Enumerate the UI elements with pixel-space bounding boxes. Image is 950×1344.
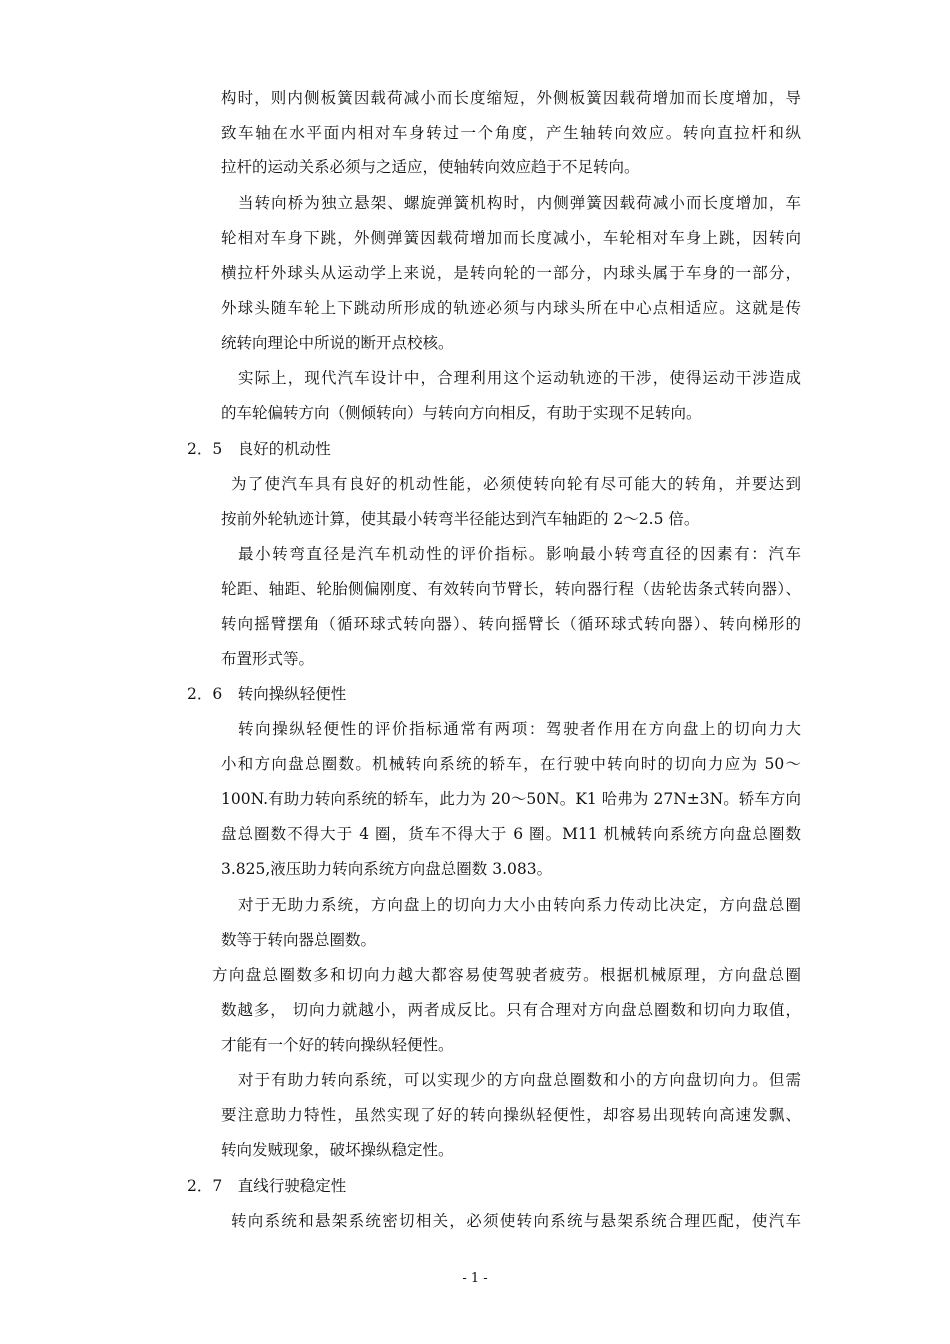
paragraph-line: 数越多， 切向力就越小，两者成反比。只有合理对方向盘总圈数和切向力取值， [221, 1001, 801, 1019]
paragraph-line: 要注意助力特性，虽然实现了好的转向操纵轻便性，却容易出现转向高速发飘、 [221, 1106, 801, 1124]
paragraph-line: 构时，则内侧板簧因载荷减小而长度缩短，外侧板簧因载荷增加而长度增加，导 [221, 89, 801, 107]
paragraph-line: 转向操纵轻便性的评价指标通常有两项：驾驶者作用在方向盘上的切向力大 [238, 720, 801, 738]
paragraph-line: 小和方向盘总圈数。机械转向系统的轿车，在行驶中转向时的切向力应为 50～ [221, 755, 801, 773]
paragraph-line: 盘总圈数不得大于 4 圈，货车不得大于 6 圈。M11 机械转向系统方向盘总圈数 [221, 825, 801, 843]
paragraph-line: 最小转弯直径是汽车机动性的评价指标。影响最小转弯直径的因素有：汽车 [238, 545, 801, 563]
paragraph-line: 转向系统和悬架系统密切相关，必须使转向系统与悬架系统合理匹配，使汽车 [231, 1212, 801, 1230]
paragraph-line: 为了使汽车具有良好的机动性能，必须使转向轮有尽可能大的转角，并要达到 [231, 475, 801, 493]
section-heading: 2．5 良好的机动性 [187, 440, 331, 458]
paragraph-line: 实际上，现代汽车设计中，合理利用这个运动轨迹的干涉，使得运动干涉造成 [238, 369, 801, 387]
paragraph-line: 对于无助力系统，方向盘上的切向力大小由转向系力传动比决定，方向盘总圈 [238, 896, 801, 914]
paragraph-line: 的车轮偏转方向（侧倾转向）与转向方向相反，有助于实现不足转向。 [221, 404, 702, 422]
paragraph-line: 才能有一个好的转向操纵轻便性。 [221, 1036, 454, 1054]
paragraph-line: 拉杆的运动关系必须与之适应，使轴转向效应趋于不足转向。 [221, 158, 640, 176]
section-heading: 2．6 转向操纵轻便性 [187, 685, 347, 703]
paragraph-line: 方向盘总圈数多和切向力越大都容易使驾驶者疲劳。根据机械原理，方向盘总圈 [212, 966, 801, 984]
paragraph-line: 100N.有助力转向系统的轿车，此力为 20～50N。K1 哈弗为 27N±3N。轿车方向 [221, 790, 801, 808]
paragraph-line: 数等于转向器总圈数。 [221, 931, 377, 949]
paragraph-line: 致车轴在水平面内相对车身转过一个角度，产生轴转向效应。转向直拉杆和纵 [221, 124, 801, 142]
section-heading: 2．7 直线行驶稳定性 [187, 1177, 347, 1195]
paragraph-line: 当转向桥为独立悬架、螺旋弹簧机构时，内侧弹簧因载荷减小而长度增加，车 [238, 194, 801, 212]
page-number: - 1 - [462, 1271, 488, 1286]
paragraph-line: 外球头随车轮上下跳动所形成的轨迹必须与内球头所在中心点相适应。这就是传 [221, 299, 801, 317]
paragraph-line: 轮相对车身下跳，外侧弹簧因载荷增加而长度减小，车轮相对车身上跳，因转向 [221, 229, 801, 247]
paragraph-line: 转向摇臂摆角（循环球式转向器）、转向摇臂长（循环球式转向器）、转向梯形的 [221, 615, 801, 633]
paragraph-line: 3.825,液压助力转向系统方向盘总圈数 3.083。 [221, 860, 553, 878]
paragraph-line: 转向发贼现象，破坏操纵稳定性。 [221, 1141, 454, 1159]
paragraph-line: 对于有助力转向系统，可以实现少的方向盘总圈数和小的方向盘切向力。但需 [238, 1071, 801, 1089]
paragraph-line: 横拉杆外球头从运动学上来说，是转向轮的一部分，内球头属于车身的一部分， [221, 264, 801, 282]
paragraph-line: 统转向理论中所说的断开点校核。 [221, 334, 454, 352]
paragraph-line: 按前外轮轨迹计算，使其最小转弯半径能达到汽车轴距的 2～2.5 倍。 [221, 510, 700, 528]
paragraph-line: 轮距、轴距、轮胎侧偏刚度、有效转向节臂长，转向器行程（齿轮齿条式转向器）、 [221, 580, 801, 598]
paragraph-line: 布置形式等。 [221, 650, 315, 668]
